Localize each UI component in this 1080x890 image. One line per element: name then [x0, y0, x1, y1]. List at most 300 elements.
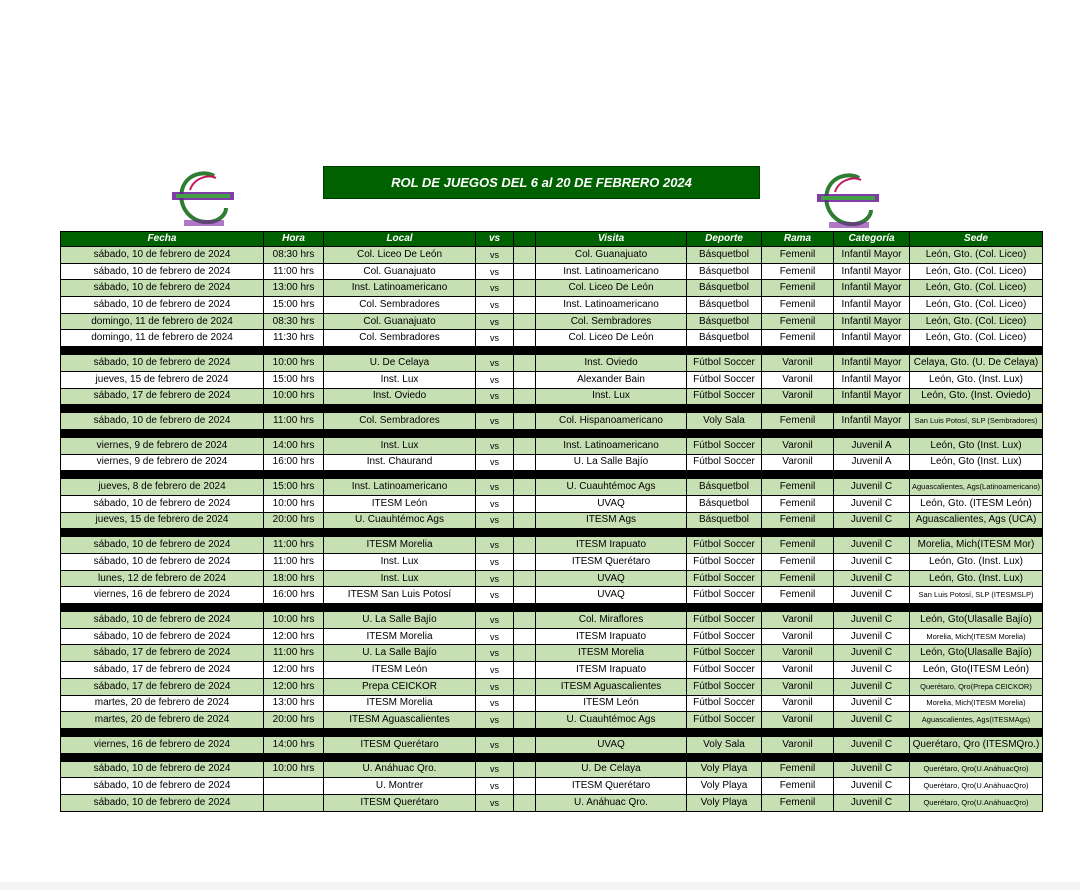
cell-rama: Femenil: [762, 495, 834, 512]
cell-deporte: Voly Playa: [687, 761, 762, 778]
cell-blank: [514, 437, 536, 454]
cell-local: U. Cuauhtémoc Ags: [324, 512, 476, 529]
cell-sede: Aguascalientes, Ags(Latinoamericano): [910, 479, 1043, 496]
cell-fecha: sábado, 17 de febrero de 2024: [61, 645, 264, 662]
cell-hora: 15:00 hrs: [264, 479, 324, 496]
cell-rama: Varonil: [762, 437, 834, 454]
cell-rama: Femenil: [762, 537, 834, 554]
cell-local: U. Montrer: [324, 778, 476, 795]
cell-visita: Inst. Lux: [536, 388, 687, 405]
cell-visita: ITESM Ags: [536, 512, 687, 529]
cell-local: Inst. Oviedo: [324, 388, 476, 405]
cell-blank: [514, 512, 536, 529]
table-row: [61, 628, 1043, 645]
cell-visita: UVAQ: [536, 570, 687, 587]
cell-deporte: Fútbol Soccer: [687, 612, 762, 629]
cell-vs: vs: [476, 678, 514, 695]
group-separator: [61, 753, 1043, 761]
header-local: Local: [324, 232, 476, 247]
cell-visita: U. Cuauhtémoc Ags: [536, 712, 687, 729]
organization-logo-right: [815, 170, 881, 232]
table-row: [61, 280, 1043, 297]
cell-deporte: Voly Playa: [687, 794, 762, 811]
cell-visita: UVAQ: [536, 587, 687, 604]
cell-rama: Varonil: [762, 612, 834, 629]
cell-blank: [514, 371, 536, 388]
cell-deporte: Fútbol Soccer: [687, 662, 762, 679]
cell-rama: Femenil: [762, 297, 834, 314]
cell-deporte: Básquetbol: [687, 512, 762, 529]
table-row: [61, 554, 1043, 571]
cell-fecha: sábado, 17 de febrero de 2024: [61, 662, 264, 679]
cell-sede: León, Gto(ITESM León): [910, 662, 1043, 679]
cell-rama: Femenil: [762, 570, 834, 587]
cell-vs: vs: [476, 297, 514, 314]
cell-hora: 08:30 hrs: [264, 247, 324, 264]
cell-sede: Celaya, Gto. (U. De Celaya): [910, 355, 1043, 372]
cell-deporte: Fútbol Soccer: [687, 570, 762, 587]
group-separator: [61, 405, 1043, 413]
cell-rama: Varonil: [762, 712, 834, 729]
separator-cell: [61, 471, 1043, 479]
cell-hora: 12:00 hrs: [264, 662, 324, 679]
cell-hora: 14:00 hrs: [264, 437, 324, 454]
cell-fecha: sábado, 10 de febrero de 2024: [61, 794, 264, 811]
cell-visita: Col. Liceo De León: [536, 280, 687, 297]
cell-visita: Inst. Oviedo: [536, 355, 687, 372]
cell-visita: Col. Hispanoamericano: [536, 413, 687, 430]
cell-hora: 11:00 hrs: [264, 537, 324, 554]
cell-fecha: domingo, 11 de febrero de 2024: [61, 313, 264, 330]
cell-sede: León, Gto. (Inst. Lux): [910, 554, 1043, 571]
cell-visita: Alexander Bain: [536, 371, 687, 388]
cell-local: Inst. Latinoamericano: [324, 479, 476, 496]
cell-vs: vs: [476, 388, 514, 405]
cell-fecha: martes, 20 de febrero de 2024: [61, 712, 264, 729]
table-row: [61, 247, 1043, 264]
cell-hora: 16:00 hrs: [264, 587, 324, 604]
cell-deporte: Fútbol Soccer: [687, 678, 762, 695]
cell-sede: León, Gto (Inst. Lux): [910, 437, 1043, 454]
cell-local: ITESM San Luis Potosí: [324, 587, 476, 604]
table-row: [61, 645, 1043, 662]
cell-hora: 18:00 hrs: [264, 570, 324, 587]
cell-deporte: Básquetbol: [687, 330, 762, 347]
cell-deporte: Básquetbol: [687, 297, 762, 314]
separator-cell: [61, 347, 1043, 355]
cell-sede: Morelia, Mich(ITESM Morelia): [910, 628, 1043, 645]
cell-blank: [514, 778, 536, 795]
cell-deporte: Fútbol Soccer: [687, 454, 762, 471]
cell-fecha: sábado, 10 de febrero de 2024: [61, 297, 264, 314]
table-row: [61, 794, 1043, 811]
cell-rama: Varonil: [762, 388, 834, 405]
cell-blank: [514, 297, 536, 314]
cell-local: ITESM Querétaro: [324, 794, 476, 811]
cell-hora: 13:00 hrs: [264, 280, 324, 297]
organization-logo: [170, 168, 236, 230]
cell-categoria: Juvenil C: [834, 695, 910, 712]
header-sede: Sede: [910, 232, 1043, 247]
cell-local: Col. Liceo De León: [324, 247, 476, 264]
cell-vs: vs: [476, 570, 514, 587]
cell-blank: [514, 554, 536, 571]
cell-deporte: Básquetbol: [687, 263, 762, 280]
cell-fecha: viernes, 16 de febrero de 2024: [61, 736, 264, 753]
cell-vs: vs: [476, 437, 514, 454]
cell-fecha: sábado, 17 de febrero de 2024: [61, 388, 264, 405]
cell-local: ITESM León: [324, 662, 476, 679]
cell-blank: [514, 388, 536, 405]
cell-deporte: Fútbol Soccer: [687, 712, 762, 729]
cell-blank: [514, 537, 536, 554]
cell-deporte: Fútbol Soccer: [687, 645, 762, 662]
cell-blank: [514, 712, 536, 729]
cell-vs: vs: [476, 263, 514, 280]
cell-blank: [514, 612, 536, 629]
cell-categoria: Juvenil C: [834, 761, 910, 778]
cell-deporte: Básquetbol: [687, 495, 762, 512]
cell-fecha: sábado, 10 de febrero de 2024: [61, 495, 264, 512]
table-row: [61, 330, 1043, 347]
cell-categoria: Juvenil C: [834, 537, 910, 554]
group-separator: [61, 347, 1043, 355]
cell-rama: Femenil: [762, 313, 834, 330]
cell-blank: [514, 479, 536, 496]
cell-visita: Inst. Latinoamericano: [536, 297, 687, 314]
table-row: [61, 313, 1043, 330]
cell-vs: vs: [476, 587, 514, 604]
cell-fecha: martes, 20 de febrero de 2024: [61, 695, 264, 712]
cell-local: Col. Sembradores: [324, 413, 476, 430]
cell-blank: [514, 570, 536, 587]
cell-rama: Varonil: [762, 645, 834, 662]
cell-vs: vs: [476, 330, 514, 347]
cell-fecha: sábado, 17 de febrero de 2024: [61, 678, 264, 695]
cell-rama: Femenil: [762, 413, 834, 430]
cell-hora: 15:00 hrs: [264, 297, 324, 314]
cell-categoria: Juvenil C: [834, 794, 910, 811]
cell-rama: Varonil: [762, 454, 834, 471]
cell-fecha: lunes, 12 de febrero de 2024: [61, 570, 264, 587]
cell-fecha: sábado, 10 de febrero de 2024: [61, 778, 264, 795]
cell-categoria: Infantil Mayor: [834, 371, 910, 388]
cell-hora: 10:00 hrs: [264, 612, 324, 629]
cell-hora: 16:00 hrs: [264, 454, 324, 471]
cell-hora: 11:00 hrs: [264, 413, 324, 430]
cell-deporte: Fútbol Soccer: [687, 537, 762, 554]
cell-vs: vs: [476, 612, 514, 629]
cell-hora: 20:00 hrs: [264, 512, 324, 529]
table-row: [61, 587, 1043, 604]
cell-vs: vs: [476, 554, 514, 571]
cell-sede: León, Gto. (ITESM León): [910, 495, 1043, 512]
cell-visita: UVAQ: [536, 736, 687, 753]
cell-deporte: Fútbol Soccer: [687, 695, 762, 712]
cell-hora: [264, 778, 324, 795]
table-row: [61, 454, 1043, 471]
cell-sede: León, Gto(Ulasalle Bajío): [910, 645, 1043, 662]
cell-deporte: Fútbol Soccer: [687, 388, 762, 405]
table-row: [61, 355, 1043, 372]
cell-sede: León, Gto(Ulasalle Bajío): [910, 612, 1043, 629]
cell-categoria: Infantil Mayor: [834, 413, 910, 430]
cell-visita: ITESM Irapuato: [536, 537, 687, 554]
cell-rama: Femenil: [762, 479, 834, 496]
cell-sede: Morelia, Mich(ITESM Mor): [910, 537, 1043, 554]
cell-visita: ITESM Irapuato: [536, 662, 687, 679]
cell-local: ITESM Morelia: [324, 537, 476, 554]
cell-local: Inst. Lux: [324, 554, 476, 571]
separator-cell: [61, 728, 1043, 736]
cell-categoria: Juvenil C: [834, 628, 910, 645]
cell-local: U. Anáhuac Qro.: [324, 761, 476, 778]
cell-blank: [514, 761, 536, 778]
cell-rama: Femenil: [762, 761, 834, 778]
cell-hora: 11:00 hrs: [264, 263, 324, 280]
cell-categoria: Juvenil C: [834, 570, 910, 587]
cell-local: Prepa CEICKOR: [324, 678, 476, 695]
cell-hora: 14:00 hrs: [264, 736, 324, 753]
cell-fecha: jueves, 15 de febrero de 2024: [61, 371, 264, 388]
cell-fecha: viernes, 16 de febrero de 2024: [61, 587, 264, 604]
cell-fecha: sábado, 10 de febrero de 2024: [61, 413, 264, 430]
table-row: [61, 371, 1043, 388]
cell-categoria: Infantil Mayor: [834, 313, 910, 330]
separator-cell: [61, 753, 1043, 761]
cell-local: Inst. Latinoamericano: [324, 280, 476, 297]
separator-cell: [61, 604, 1043, 612]
cell-categoria: Juvenil C: [834, 512, 910, 529]
cell-categoria: Juvenil C: [834, 587, 910, 604]
cell-vs: vs: [476, 454, 514, 471]
cell-vs: vs: [476, 313, 514, 330]
schedule-table: [60, 231, 1043, 812]
cell-hora: 20:00 hrs: [264, 712, 324, 729]
table-row: [61, 712, 1043, 729]
cell-visita: U. La Salle Bajío: [536, 454, 687, 471]
cell-deporte: Básquetbol: [687, 247, 762, 264]
cell-deporte: Fútbol Soccer: [687, 371, 762, 388]
cell-vs: vs: [476, 371, 514, 388]
table-row: [61, 388, 1043, 405]
cell-hora: 12:00 hrs: [264, 678, 324, 695]
cell-fecha: sábado, 10 de febrero de 2024: [61, 612, 264, 629]
cell-sede: San Luis Potosí, SLP (ITESMSLP): [910, 587, 1043, 604]
cell-blank: [514, 247, 536, 264]
cell-categoria: Juvenil C: [834, 712, 910, 729]
cell-rama: Varonil: [762, 678, 834, 695]
cell-local: Inst. Lux: [324, 437, 476, 454]
cell-blank: [514, 280, 536, 297]
cell-deporte: Voly Sala: [687, 413, 762, 430]
cell-rama: Varonil: [762, 371, 834, 388]
table-row: [61, 736, 1043, 753]
cell-blank: [514, 330, 536, 347]
cell-sede: Querétaro, Qro(Prepa CEICKOR): [910, 678, 1043, 695]
cell-hora: 11:00 hrs: [264, 554, 324, 571]
cell-vs: vs: [476, 736, 514, 753]
cell-vs: vs: [476, 645, 514, 662]
cell-vs: vs: [476, 761, 514, 778]
cell-vs: vs: [476, 479, 514, 496]
cell-fecha: viernes, 9 de febrero de 2024: [61, 454, 264, 471]
cell-fecha: sábado, 10 de febrero de 2024: [61, 537, 264, 554]
cell-vs: vs: [476, 537, 514, 554]
cell-categoria: Juvenil A: [834, 437, 910, 454]
cell-blank: [514, 587, 536, 604]
cell-hora: 11:00 hrs: [264, 645, 324, 662]
cell-local: ITESM Querétaro: [324, 736, 476, 753]
cell-local: U. La Salle Bajío: [324, 612, 476, 629]
separator-cell: [61, 405, 1043, 413]
cell-hora: 10:00 hrs: [264, 388, 324, 405]
cell-sede: León, Gto. (Inst. Lux): [910, 371, 1043, 388]
cell-blank: [514, 413, 536, 430]
cell-rama: Femenil: [762, 263, 834, 280]
cell-vs: vs: [476, 413, 514, 430]
cell-categoria: Juvenil C: [834, 495, 910, 512]
cell-deporte: Fútbol Soccer: [687, 587, 762, 604]
cell-categoria: Infantil Mayor: [834, 330, 910, 347]
cell-fecha: jueves, 15 de febrero de 2024: [61, 512, 264, 529]
cell-rama: Femenil: [762, 587, 834, 604]
cell-blank: [514, 355, 536, 372]
cell-sede: León, Gto. (Col. Liceo): [910, 313, 1043, 330]
cell-categoria: Juvenil C: [834, 662, 910, 679]
cell-fecha: domingo, 11 de febrero de 2024: [61, 330, 264, 347]
schedule-body: [61, 247, 1043, 812]
cell-sede: León, Gto. (Col. Liceo): [910, 330, 1043, 347]
cell-visita: ITESM Querétaro: [536, 778, 687, 795]
cell-vs: vs: [476, 662, 514, 679]
table-row: [61, 512, 1043, 529]
cell-visita: U. Anáhuac Qro.: [536, 794, 687, 811]
cell-hora: 08:30 hrs: [264, 313, 324, 330]
table-row: [61, 263, 1043, 280]
cell-visita: Inst. Latinoamericano: [536, 263, 687, 280]
header-visita: Visita: [536, 232, 687, 247]
cell-categoria: Infantil Mayor: [834, 297, 910, 314]
header-fecha: Fecha: [61, 232, 264, 247]
cell-categoria: Infantil Mayor: [834, 280, 910, 297]
cell-categoria: Infantil Mayor: [834, 355, 910, 372]
page-bottom-bar: [0, 882, 1080, 890]
cell-sede: Aguascalientes, Ags (UCA): [910, 512, 1043, 529]
cell-sede: San Luis Potosí, SLP (Sembradores): [910, 413, 1043, 430]
table-row: [61, 678, 1043, 695]
cell-local: Inst. Lux: [324, 371, 476, 388]
table-row: [61, 495, 1043, 512]
cell-hora: [264, 794, 324, 811]
separator-cell: [61, 429, 1043, 437]
table-row: [61, 479, 1043, 496]
group-separator: [61, 471, 1043, 479]
cell-sede: León, Gto. (Col. Liceo): [910, 263, 1043, 280]
header-deporte: Deporte: [687, 232, 762, 247]
cell-categoria: Juvenil C: [834, 778, 910, 795]
cell-hora: 10:00 hrs: [264, 495, 324, 512]
cell-blank: [514, 678, 536, 695]
cell-deporte: Fútbol Soccer: [687, 628, 762, 645]
cell-rama: Femenil: [762, 512, 834, 529]
cell-sede: Querétaro, Qro(U.AnáhuacQro): [910, 794, 1043, 811]
table-row: [61, 662, 1043, 679]
cell-local: Col. Sembradores: [324, 330, 476, 347]
cell-blank: [514, 454, 536, 471]
cell-local: ITESM Aguascalientes: [324, 712, 476, 729]
cell-categoria: Juvenil C: [834, 678, 910, 695]
cell-rama: Femenil: [762, 247, 834, 264]
cell-hora: 13:00 hrs: [264, 695, 324, 712]
cell-deporte: Básquetbol: [687, 280, 762, 297]
cell-visita: Col. Miraflores: [536, 612, 687, 629]
cell-fecha: sábado, 10 de febrero de 2024: [61, 554, 264, 571]
cell-categoria: Juvenil C: [834, 736, 910, 753]
table-row: [61, 297, 1043, 314]
cell-rama: Varonil: [762, 662, 834, 679]
cell-hora: 15:00 hrs: [264, 371, 324, 388]
cell-visita: ITESM Aguascalientes: [536, 678, 687, 695]
cell-categoria: Juvenil C: [834, 612, 910, 629]
cell-visita: ITESM Querétaro: [536, 554, 687, 571]
cell-rama: Femenil: [762, 554, 834, 571]
cell-sede: Querétaro, Qro(U.AnáhuacQro): [910, 778, 1043, 795]
cell-visita: Inst. Latinoamericano: [536, 437, 687, 454]
cell-visita: ITESM Morelia: [536, 645, 687, 662]
group-separator: [61, 429, 1043, 437]
cell-sede: León, Gto. (Inst. Oviedo): [910, 388, 1043, 405]
table-row: [61, 778, 1043, 795]
cell-hora: 10:00 hrs: [264, 761, 324, 778]
cell-fecha: sábado, 10 de febrero de 2024: [61, 247, 264, 264]
cell-categoria: Infantil Mayor: [834, 388, 910, 405]
cell-vs: vs: [476, 712, 514, 729]
cell-visita: ITESM León: [536, 695, 687, 712]
cell-vs: vs: [476, 794, 514, 811]
table-row: [61, 612, 1043, 629]
cell-blank: [514, 263, 536, 280]
table-row: [61, 437, 1043, 454]
cell-sede: León, Gto. (Col. Liceo): [910, 280, 1043, 297]
cell-local: U. La Salle Bajío: [324, 645, 476, 662]
group-separator: [61, 728, 1043, 736]
cell-local: Inst. Lux: [324, 570, 476, 587]
cell-deporte: Básquetbol: [687, 313, 762, 330]
table-row: [61, 761, 1043, 778]
cell-local: U. De Celaya: [324, 355, 476, 372]
cell-visita: U. De Celaya: [536, 761, 687, 778]
cell-local: ITESM León: [324, 495, 476, 512]
cell-sede: León, Gto. (Inst. Lux): [910, 570, 1043, 587]
cell-categoria: Juvenil C: [834, 479, 910, 496]
cell-categoria: Infantil Mayor: [834, 263, 910, 280]
table-row: [61, 570, 1043, 587]
cell-deporte: Voly Playa: [687, 778, 762, 795]
cell-rama: Femenil: [762, 794, 834, 811]
cell-blank: [514, 313, 536, 330]
cell-fecha: sábado, 10 de febrero de 2024: [61, 761, 264, 778]
cell-deporte: Fútbol Soccer: [687, 554, 762, 571]
cell-vs: vs: [476, 778, 514, 795]
cell-visita: U. Cuauhtémoc Ags: [536, 479, 687, 496]
cell-local: Col. Guanajuato: [324, 313, 476, 330]
cell-fecha: jueves, 8 de febrero de 2024: [61, 479, 264, 496]
cell-local: ITESM Morelia: [324, 628, 476, 645]
header-rama: Rama: [762, 232, 834, 247]
cell-vs: vs: [476, 247, 514, 264]
separator-cell: [61, 529, 1043, 537]
